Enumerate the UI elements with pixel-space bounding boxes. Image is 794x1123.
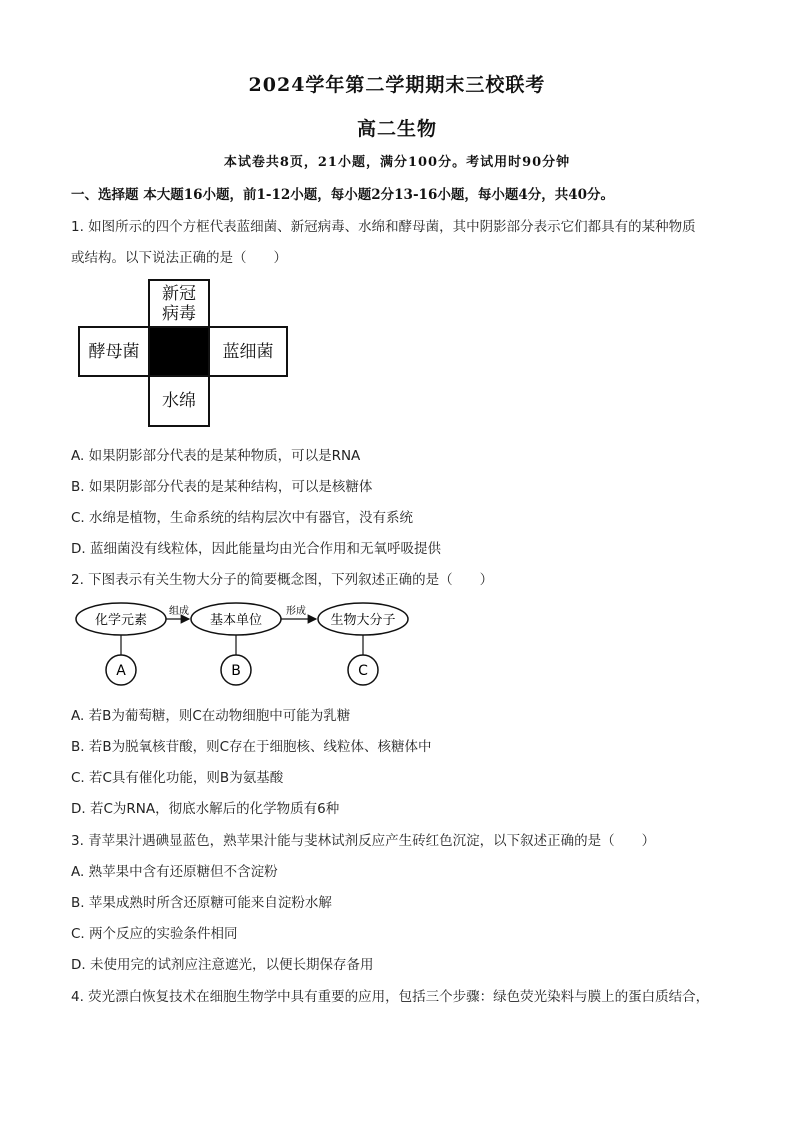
exam-subject: 高二生物: [356, 118, 437, 140]
box-yeast: [78, 326, 150, 377]
section-heading: 一、选择题 本大题16小题，前1-12小题，每小题2分13-16小题，每小题4分，共40分。: [71, 187, 615, 203]
node-elements-label: 化学元素: [94, 613, 148, 628]
q2-option-b: B. 若B为脱氧核苷酸，则C存在于细胞核、线粒体、核糖体中: [71, 739, 432, 755]
arrow-form-label: 形成: [286, 606, 306, 617]
exam-info: 本试卷共8页，21小题，满分100分。考试用时90分钟: [223, 155, 571, 170]
q3-option-a: A. 熟苹果中含有还原糖但不含淀粉: [71, 864, 278, 880]
q3-option-d: D. 未使用完的试剂应注意遮光，以便长期保存备用: [71, 957, 374, 973]
box-covid-virus-label: 新冠 病毒: [162, 283, 196, 324]
q1-stem-line1: 1. 如图所示的四个方框代表蓝细菌、新冠病毒、水绵和酵母菌，其中阴影部分表示它们都具有的某种物质: [71, 219, 696, 235]
box-spirogyra-label: 水绵: [162, 391, 196, 411]
circle-b-label: B: [231, 663, 241, 679]
box-cyanobacteria-label: 蓝细菌: [222, 341, 274, 362]
node-macromolecule-label: 生物大分子: [330, 613, 396, 628]
box-covid-virus: [148, 279, 210, 328]
q3-option-c: C. 两个反应的实验条件相同: [71, 926, 238, 942]
q1-option-c: C. 水绵是植物，生命系统的结构层次中有器官，没有系统: [71, 510, 414, 526]
q1-option-d: D. 蓝细菌没有线粒体，因此能量均由光合作用和无氧呼吸提供: [71, 541, 441, 557]
q4-stem: 4. 荧光漂白恢复技术在细胞生物学中具有重要的应用，包括三个步骤：绿色荧光染料与膜上的蛋白质结合，: [71, 989, 710, 1005]
shaded-common-area: [148, 326, 210, 377]
box-cyanobacteria: [208, 326, 288, 377]
exam-title: 2024学年第二学期期末三校联考: [248, 74, 546, 96]
q2-option-d: D. 若C为RNA，彻底水解后的化学物质有6种: [71, 801, 340, 817]
q3-option-b: B. 苹果成熟时所含还原糖可能来自淀粉水解: [71, 895, 332, 911]
box-spirogyra: [148, 375, 210, 427]
q1-option-b: B. 如果阴影部分代表的是某种结构，可以是核糖体: [71, 479, 373, 495]
q2-option-a: A. 若B为葡萄糖，则C在动物细胞中可能为乳糖: [71, 708, 351, 724]
box-yeast-label: 酵母菌: [88, 341, 140, 362]
q1-option-a: A. 如果阴影部分代表的是某种物质，可以是RNA: [71, 448, 361, 464]
circle-c-label: C: [358, 663, 368, 679]
q1-cross-diagram: [78, 279, 288, 427]
q1-stem-line2: 或结构。以下说法正确的是（ ）: [71, 250, 287, 266]
concept-map-svg: [74, 598, 414, 690]
q2-concept-diagram: [74, 598, 414, 694]
q3-stem: 3. 青苹果汁遇碘显蓝色，熟苹果汁能与斐林试剂反应产生砖红色沉淀，以下叙述正确的是（ ）: [71, 833, 656, 849]
arrow-compose-label: 组成: [169, 606, 189, 617]
circle-a-label: A: [116, 663, 126, 679]
q2-option-c: C. 若C具有催化功能，则B为氨基酸: [71, 770, 284, 786]
node-units-label: 基本单位: [209, 613, 263, 628]
q2-stem: 2. 下图表示有关生物大分子的简要概念图，下列叙述正确的是（ ）: [71, 572, 494, 588]
